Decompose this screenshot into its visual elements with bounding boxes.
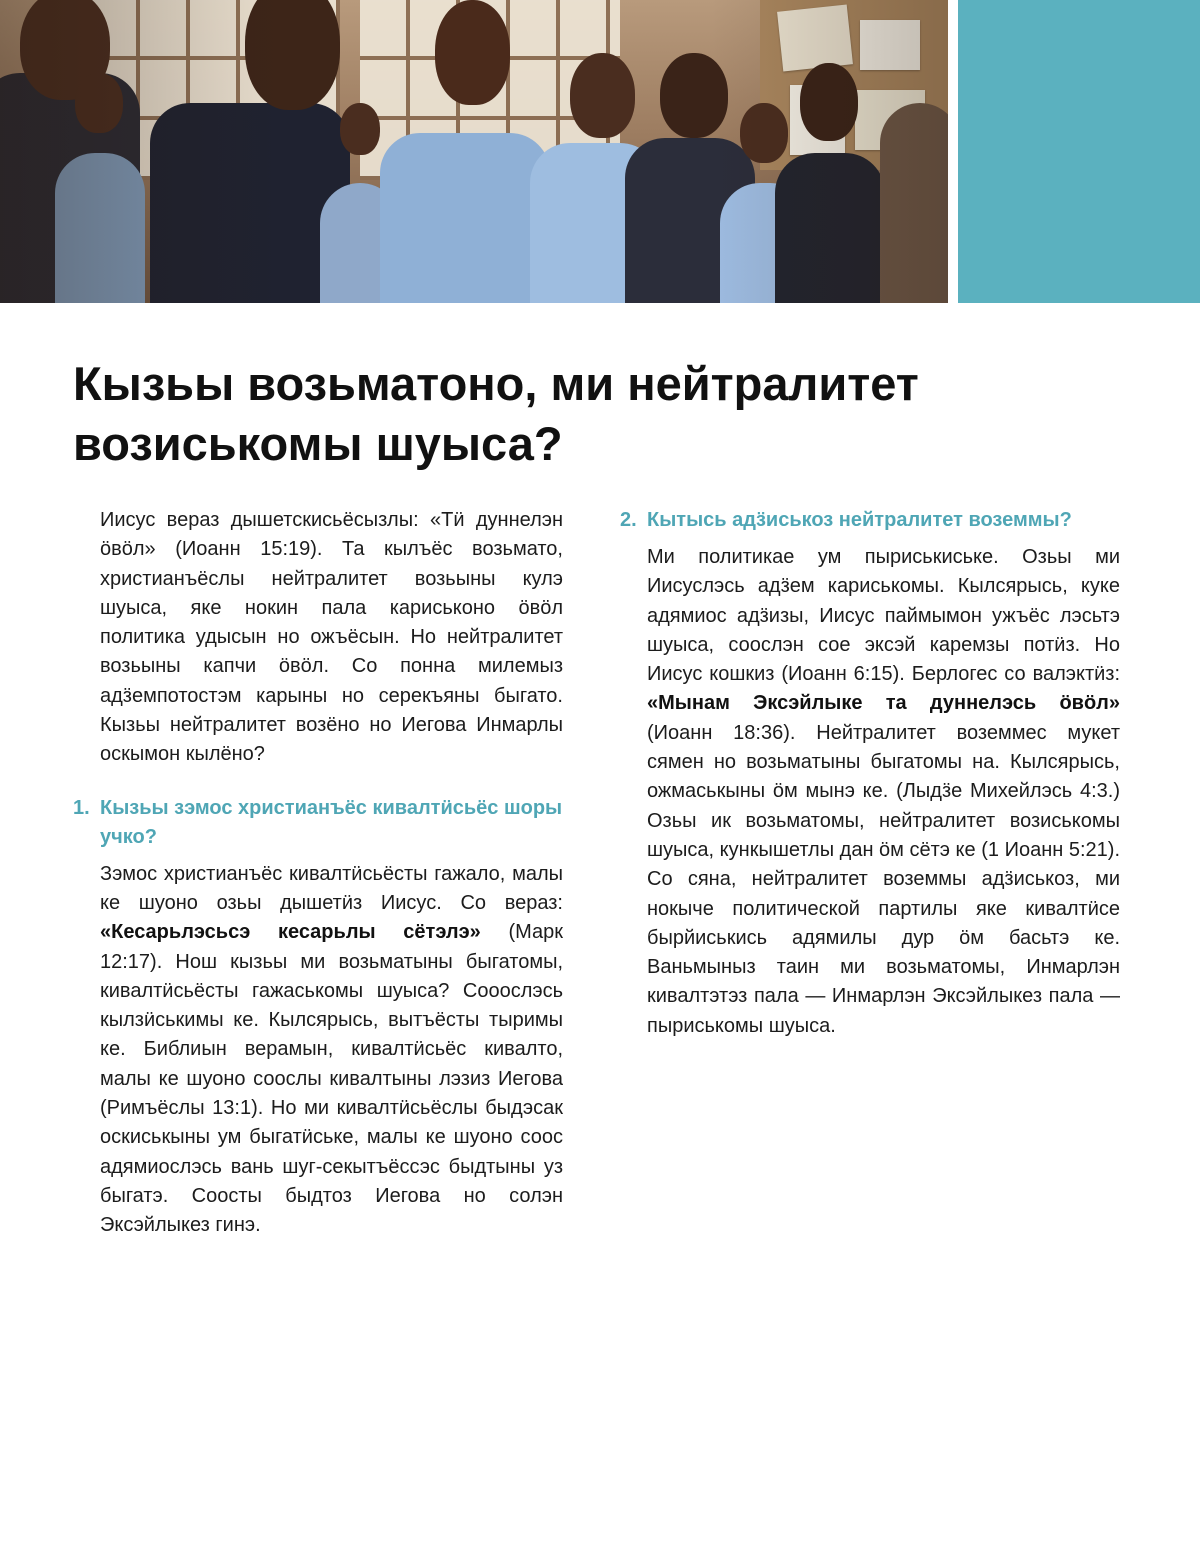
question-heading: Кытысь адӟиськоз нейтралитет воземмы? xyxy=(647,509,1072,531)
page-title: Кызьы возьматоно, ми нейтралитет возиськомы шуыса? xyxy=(73,357,919,470)
intro-paragraph: Иисус вераз дышетскисьёсызлы: «Тӥ дуннелэн ӧвӧл» (Иоанн 15:19). Та кылъёс возьмато, христианъёслы нейтралитет возьыны кулэ шуыса, яке нокин пала кариськоно ӧвӧл политика удысын но ожъёсын. Но нейтралитет возьыны капчи ӧвӧл. Со понна милемыз адӟемпотостэм карыны но серекъяны быгато. Кызьы нейтралитет возёно но Иегова Инмарлы оскымон кылёно? xyxy=(100,509,563,766)
question-1 xyxy=(73,794,563,852)
answer-text: (Иоанн 18:36). Нейтралитет воземмес мукет сямен но возьматыны быгатомы на. Кылсярысь, ожмаськыны ӧм мынэ ке. (Лыдӟе Михейлэсь 4:3.) Озьы ик возьматомы, нейтралитет возиськомы шуыса, кункышетлы дан ӧм сётэ ке (1 Иоанн 5:21). Со сяна, нейтралитет воземмы адӟиськоз, ми нокыче политической партилы яке кивалтӥсе бырйиськись адямилы дур ӧм басьтэ ке. Ваньмыныз таин ми возьматомы, Инмарлэн кивалтэтэз пала — Инмарлэн Эксэйлыкез пала — пыриськомы шуыса. xyxy=(647,721,1120,1037)
answer-paragraph-2 xyxy=(620,543,1120,1041)
right-column xyxy=(620,506,1120,1041)
answer-text: (Марк 12:17). Нош кызьы ми возьматыны быгатомы, кивалтӥсьёсты гажаськомы шуыса? Сооослэсь кылзӥськимы ке. Кылсярысь, вытъёсты тыримы ке. Библиын верамын, кивалтӥсьёс кивалто, малы ке шуоно соослы кивалтыны лэзиз Иегова (Римъёслы 13:1). Но ми кивалтӥсьёслы быдэсак оскиськыны ум быгатӥське, малы ке шуоно соос адямиослэсь вань шуг-секытъёссэс быдтыны уз быгатэ. Соосты быдтоз Иегова но солэн Эксэйлыкез гинэ. xyxy=(100,921,563,1237)
question-2 xyxy=(620,506,1120,535)
lesson-number-underline xyxy=(958,0,1200,303)
answer-text: Зэмос христианъёс кивалтӥсьёсты гажало, малы ке шуоно озьы дышетӥз Иисус. Со вераз: xyxy=(100,862,563,914)
left-column xyxy=(73,506,563,1241)
question-number: 2. xyxy=(620,509,637,531)
scripture-quote: «Кесарьлэсьсэ кесарьлы сётэлэ» xyxy=(100,921,481,944)
answer-text: Ми политикае ум пыриськиське. Озьы ми Иисуслэсь адӟем кариськомы. Кылсярысь, куке адямиос адӟизы, Иисус паймымон ужъёс лэсьтэ шуыса, сооcлэн сое эксэй каремзы потӥз. Но Иисус кошкиз (Иоанн 6:15). Берлогес со валэктӥз: xyxy=(647,546,1120,686)
header-photo xyxy=(0,0,948,303)
question-heading: Кызьы зэмос христианъёс кивалтӥсьёс шоры учко? xyxy=(100,796,563,848)
question-number: 1. xyxy=(73,796,90,819)
answer-paragraph-1 xyxy=(73,860,563,1241)
scripture-quote: «Мынам Эксэйлыке та дуннелэсь ӧвӧл» xyxy=(647,692,1120,715)
